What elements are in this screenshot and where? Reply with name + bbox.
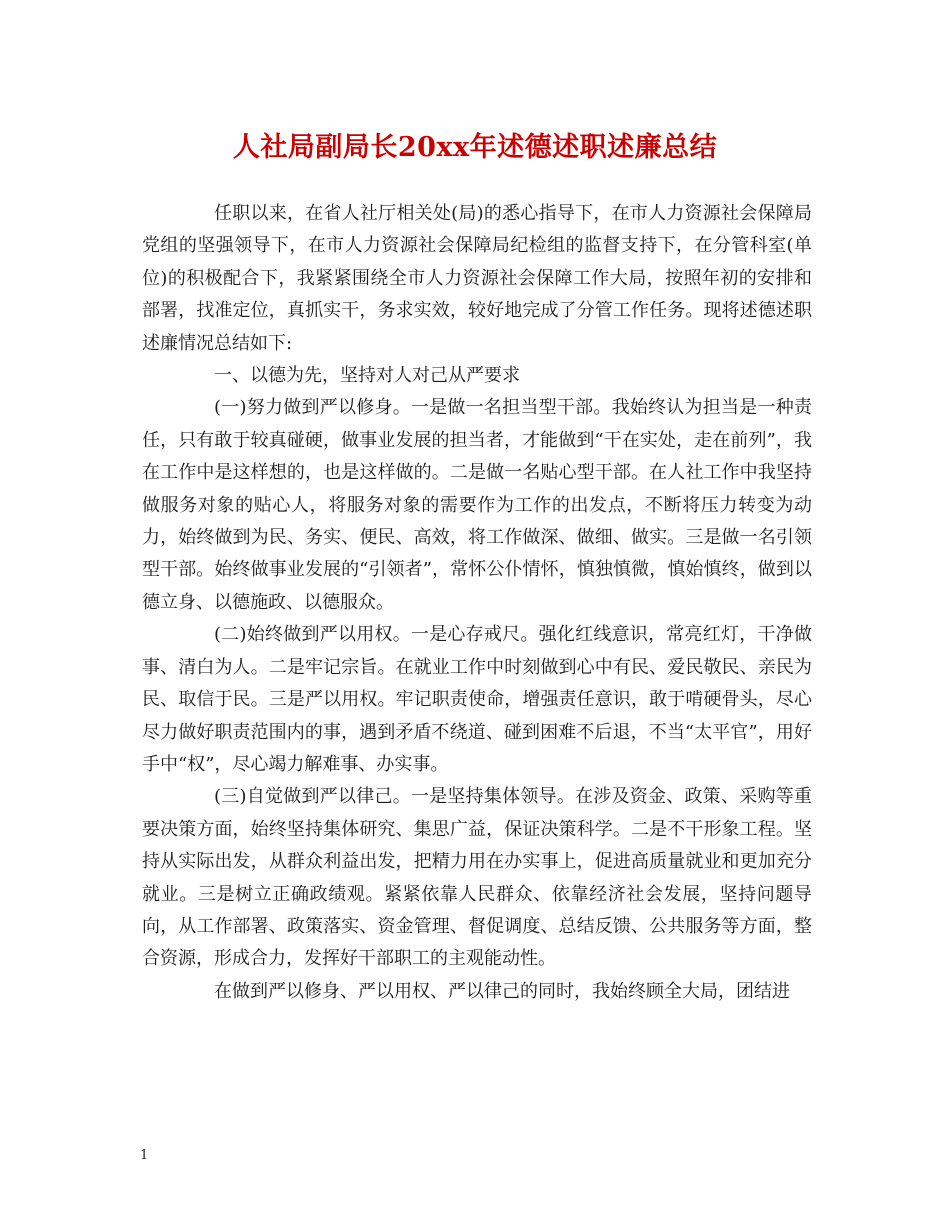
paragraph-use-of-power: (二)始终做到严以用权。一是心存戒尺。强化红线意识，常亮红灯，干净做事、清白为人。二是牢记宗旨。在就业工作中时刻做到心中有民、爱民敬民、亲民为民、取信于民。三是严以用权。牢记职责使命，增强责任意识，敢于啃硬骨头，尽心尽力做好职责范围内的事，遇到矛盾不绕道、碰到困难不后退，不当“太平官”，用好手中“权”，尽心竭力解难事、办实事。 [142, 624, 812, 775]
document-body [142, 198, 812, 1008]
page-number: 1 [140, 1148, 149, 1163]
section-heading-1: 一、以德为先，坚持对人对己从严要求 [214, 365, 520, 387]
paragraph-self-discipline: (三)自觉做到严以律己。一是坚持集体领导。在涉及资金、政策、采购等重要决策方面，始终坚持集体研究、集思广益，保证决策科学。二是不干形象工程。坚持从实际出发，从群众利益出发，把精力用在办实事上，促进高质量就业和更加充分就业。三是树立正确政绩观。紧紧依靠人民群众、依靠经济社会发展，坚持问题导向，从工作部署、政策落实、资金管理、督促调度、总结反馈、公共服务等方面，整合资源，形成合力，发挥好干部职工的主观能动性。 [142, 786, 812, 970]
paragraph-intro: 任职以来，在省人社厅相关处(局)的悉心指导下，在市人力资源社会保障局党组的坚强领导下，在市人力资源社会保障局纪检组的监督支持下，在分管科室(单位)的积极配合下，我紧紧围绕全市人力资源社会保障工作大局，按照年初的安排和部署，找准定位，真抓实干，务求实效，较好地完成了分管工作任务。现将述德述职述廉情况总结如下: [142, 203, 812, 354]
paragraph-continuation: 在做到严以修身、严以用权、严以律己的同时，我始终顾全大局，团结进 [214, 980, 790, 1002]
document-title: 人社局副局长20xx年述德述职述廉总结 [232, 132, 718, 163]
paragraph-self-cultivation: (一)努力做到严以修身。一是做一名担当型干部。我始终认为担当是一种责任，只有敢于较真碰硬，做事业发展的担当者，才能做到“干在实处，走在前列”，我在工作中是这样想的，也是这样做的。二是做一名贴心型干部。在人社工作中我坚持做服务对象的贴心人，将服务对象的需要作为工作的出发点，不断将压力转变为动力，始终做到为民、务实、便民、高效，将工作做深、做细、做实。三是做一名引领型干部。始终做事业发展的“引领者”，常怀公仆情怀，慎独慎微，慎始慎终，做到以德立身、以德施政、以德服众。 [142, 397, 812, 613]
